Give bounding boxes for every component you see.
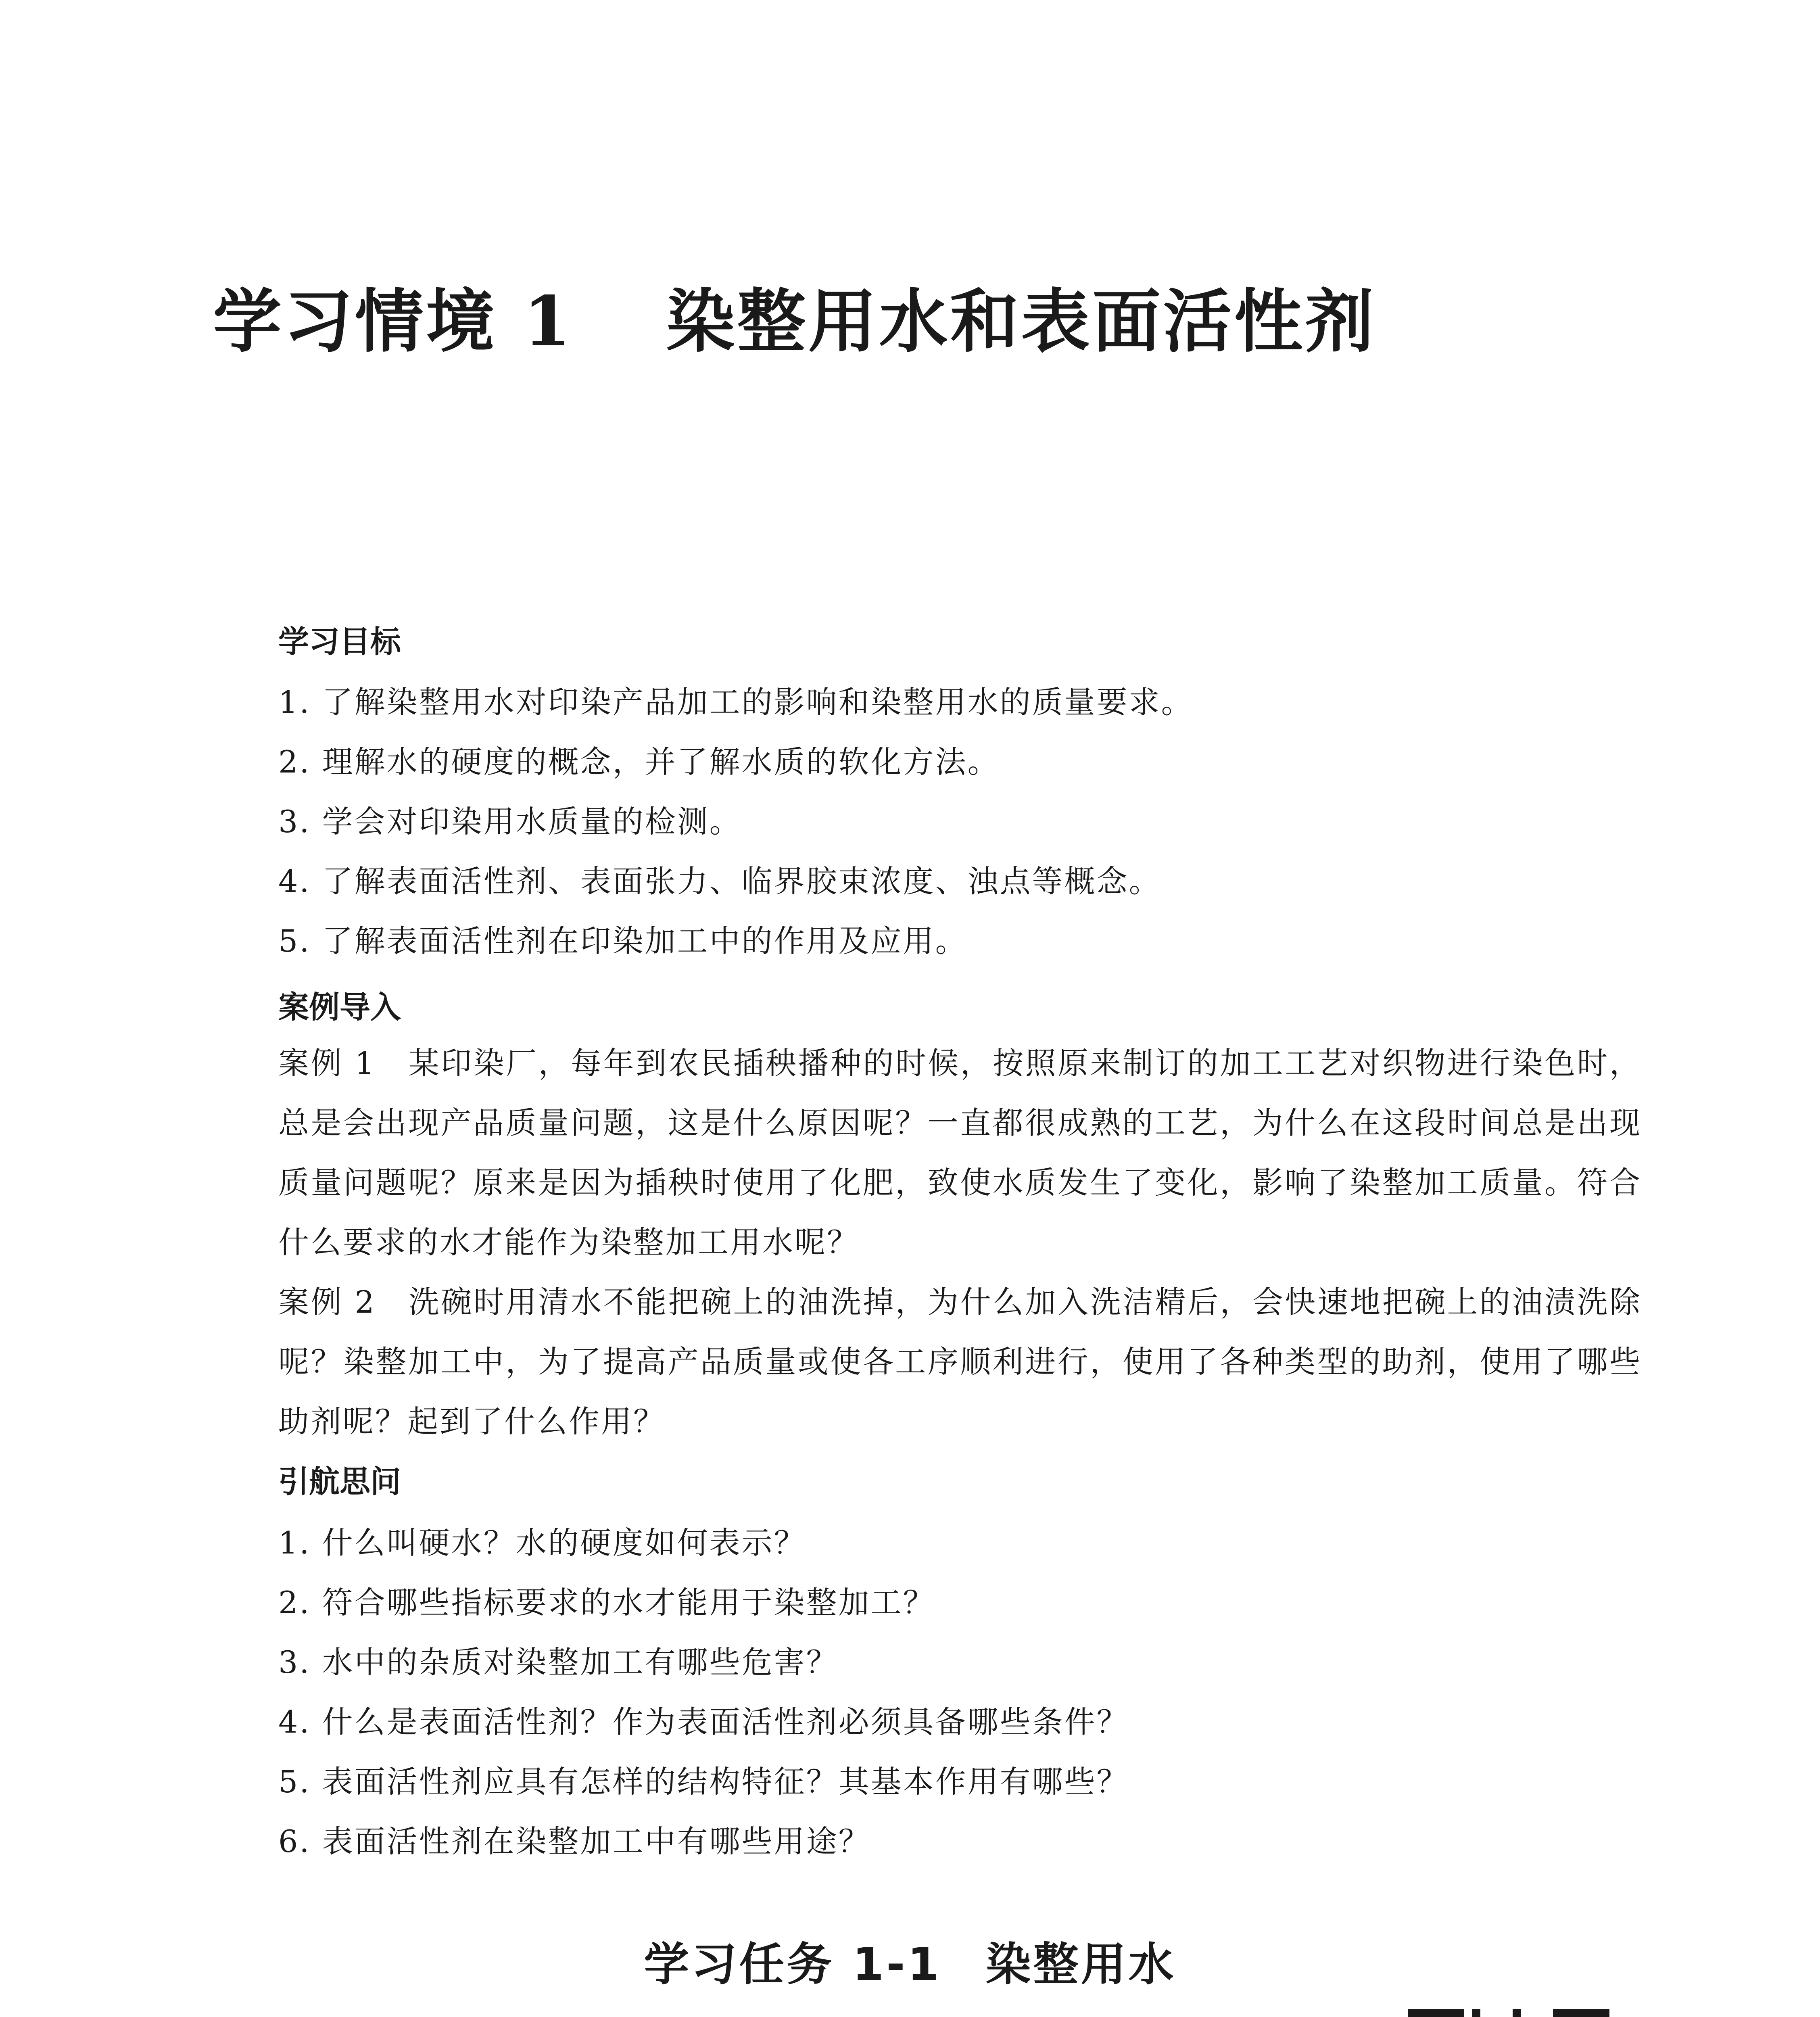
guiding-question-item: 6. 表面活性剂在染整加工中有哪些用途？	[278, 1823, 871, 1859]
learning-goal-item: 1. 了解染整用水对印染产品加工的影响和染整用水的质量要求。	[278, 684, 1194, 720]
guiding-questions-heading: 引航思问	[278, 1464, 401, 1499]
guiding-question-item: 4. 什么是表面活性剂？作为表面活性剂必须具备哪些条件？	[278, 1704, 1129, 1740]
case-1-paragraph: 案例 1 某印染厂，每年到农民插秧播种的时候，按照原来制订的加工工艺对织物进行染色时，总是会出现产品质量问题，这是什么原因呢？一直都很成熟的工艺，为什么在这段时间总是出现质量问题呢？原来是因为插秧时使用了化肥，致使水质发生了变化，影响了染整加工质量。符合什么要求的水才能作为染整加工用水呢？	[278, 1045, 1642, 1260]
chapter-title	[213, 266, 1376, 365]
qr-code-icon[interactable]	[1408, 2009, 1609, 2017]
case-2-paragraph: 案例 2 洗碗时用清水不能把碗上的油洗掉，为什么加入洗洁精后，会快速地把碗上的油渍洗除呢？染整加工中，为了提高产品质量或使各工序顺利进行，使用了各种类型的助剂，使用了哪些助剂呢？起到了什么作用？	[278, 1284, 1642, 1439]
learning-goal-item: 2. 理解水的硬度的概念，并了解水质的软化方法。	[278, 744, 1000, 780]
guiding-question-item: 3. 水中的杂质对染整加工有哪些危害？	[278, 1644, 839, 1680]
task-number: 学习任务 1-1	[644, 1938, 941, 1991]
chapter-number: 学习情境 1	[213, 281, 574, 362]
guiding-question-item: 2. 符合哪些指标要求的水才能用于染整加工？	[278, 1585, 935, 1620]
case-intro-heading: 案例导入	[278, 989, 401, 1025]
guiding-question-item: 5. 表面活性剂应具有怎样的结构特征？其基本作用有哪些？	[278, 1764, 1129, 1800]
learning-goal-item: 3. 学会对印染用水质量的检测。	[278, 804, 742, 839]
task-title	[0, 1928, 1820, 1993]
learning-goal-item: 4. 了解表面活性剂、表面张力、临界胶束浓度、浊点等概念。	[278, 863, 1161, 899]
learning-goal-item: 5. 了解表面活性剂在印染加工中的作用及应用。	[278, 923, 968, 959]
learning-goals-heading: 学习目标	[278, 624, 401, 660]
task-name: 染整用水	[985, 1938, 1176, 1991]
chapter-name: 染整用水和表面活性剂	[666, 281, 1376, 362]
guiding-question-item: 1. 什么叫硬水？水的硬度如何表示？	[278, 1525, 806, 1561]
